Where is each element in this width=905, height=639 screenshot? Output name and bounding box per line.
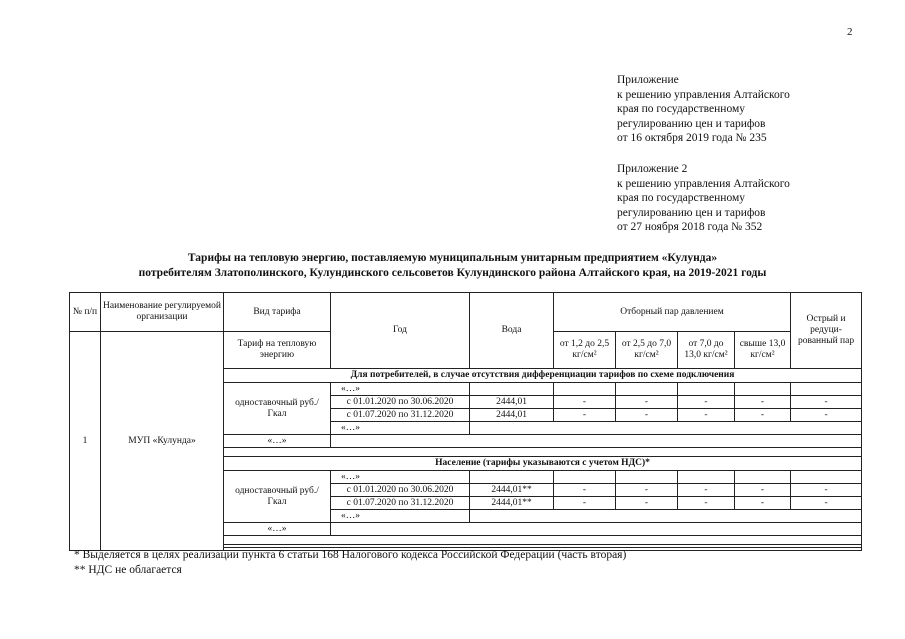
org-name: МУП «Кулунда» <box>101 332 224 551</box>
appendix-1 <box>617 73 790 146</box>
appendix-2-line: от 27 ноября 2018 года № 352 <box>617 221 763 233</box>
dash-cell: - <box>735 396 791 409</box>
dash-cell: - <box>678 396 735 409</box>
title-line-1: Тарифы на тепловую энергию, поставляемую муниципальным унитарным предприятием «Кулунда» <box>187 252 718 264</box>
dash-cell: - <box>678 484 735 497</box>
period-cell: с 01.07.2020 по 31.12.2020 <box>331 409 470 422</box>
dash-cell: - <box>735 409 791 422</box>
title-line-2: потребителям Златополинского, Кулундинского сельсоветов Кулундинского района Алтайского края, на 2019-2021 годы <box>138 267 767 279</box>
section-1-title: Для потребителей, в случае отсутствия дифференциации тарифов по схеме подключения <box>224 369 862 383</box>
dash-cell: - <box>791 409 862 422</box>
appendix-2-line: края по государственному <box>617 192 745 204</box>
header-tariff-type: Вид тарифа <box>224 293 331 332</box>
empty-cell <box>791 471 862 484</box>
empty-cell <box>554 383 616 396</box>
appendix-2-line: регулированию цен и тарифов <box>617 206 766 219</box>
section-2-title: Население (тарифы указываются с учетом НДС)* <box>224 457 862 471</box>
dash-cell: - <box>616 497 678 510</box>
section-1-tariff-label: одноставочный руб./Гкал <box>224 383 331 435</box>
page-number: 2 <box>847 26 853 38</box>
dash-cell: - <box>791 396 862 409</box>
water-value: 2444,01 <box>470 409 554 422</box>
empty-cell <box>616 471 678 484</box>
dash-cell: - <box>791 484 862 497</box>
spacer-row <box>224 448 862 457</box>
period-cell: с 01.01.2020 по 30.06.2020 <box>331 396 470 409</box>
empty-cell <box>554 471 616 484</box>
ellipsis-cell: «…» <box>224 435 331 448</box>
appendix-2 <box>617 162 790 235</box>
appendix-1-line: края по государственному <box>617 103 745 115</box>
header-water: Вода <box>470 293 554 369</box>
header-year: Год <box>331 293 470 369</box>
ellipsis-cell: «…» <box>224 523 331 536</box>
document-title <box>0 251 905 281</box>
empty-cell <box>678 383 735 396</box>
appendix-1-line: Приложение <box>617 74 679 86</box>
footnote-1: * Выделяется в целях реализации пункта 6 статьи 168 Налогового кодекса Российской Федерации (часть вторая) <box>74 549 627 561</box>
empty-cell <box>678 471 735 484</box>
empty-cell <box>470 510 862 523</box>
water-value: 2444,01** <box>470 484 554 497</box>
header-steam-col-1: от 1,2 до 2,5 кг/см² <box>554 332 616 369</box>
dash-cell: - <box>616 409 678 422</box>
ellipsis-cell: «…» <box>331 510 470 523</box>
appendix-2-line: Приложение 2 <box>617 163 688 175</box>
empty-cell <box>735 383 791 396</box>
appendix-1-line: от 16 октября 2019 года № 235 <box>617 132 767 144</box>
header-steam-col-3: от 7,0 до 13,0 кг/см² <box>678 332 735 369</box>
dash-cell: - <box>554 396 616 409</box>
ellipsis-cell: «…» <box>331 471 470 484</box>
dash-cell: - <box>554 484 616 497</box>
empty-cell <box>470 471 554 484</box>
ellipsis-cell: «…» <box>331 422 470 435</box>
spacer-row <box>224 536 862 545</box>
dash-cell: - <box>616 396 678 409</box>
header-steam-col-2: от 2,5 до 7,0 кг/см² <box>616 332 678 369</box>
dash-cell: - <box>791 497 862 510</box>
empty-cell <box>331 435 862 448</box>
header-tariff-heat: Тариф на тепловую энергию <box>224 332 331 369</box>
dash-cell: - <box>678 497 735 510</box>
header-sharp-steam: Острый и редуци-рованный пар <box>791 293 862 369</box>
header-org: Наименование регулируемой организации <box>101 293 224 332</box>
dash-cell: - <box>554 497 616 510</box>
row-number: 1 <box>70 332 101 551</box>
ellipsis-cell: «…» <box>331 383 470 396</box>
empty-cell <box>331 523 862 536</box>
water-value: 2444,01** <box>470 497 554 510</box>
dash-cell: - <box>554 409 616 422</box>
period-cell: с 01.07.2020 по 31.12.2020 <box>331 497 470 510</box>
period-cell: с 01.01.2020 по 30.06.2020 <box>331 484 470 497</box>
footnotes <box>74 548 626 578</box>
appendix-1-line: к решению управления Алтайского <box>617 88 790 101</box>
header-num: № п/п <box>70 293 101 332</box>
dash-cell: - <box>735 484 791 497</box>
empty-cell <box>616 383 678 396</box>
empty-cell <box>470 383 554 396</box>
tariff-table <box>69 292 862 551</box>
empty-cell <box>470 422 862 435</box>
appendix-1-line: регулированию цен и тарифов <box>617 117 766 130</box>
footnote-2: ** НДС не облагается <box>74 564 182 576</box>
dash-cell: - <box>735 497 791 510</box>
dash-cell: - <box>616 484 678 497</box>
dash-cell: - <box>678 409 735 422</box>
empty-cell <box>791 383 862 396</box>
header-steam-col-4: свыше 13,0 кг/см² <box>735 332 791 369</box>
water-value: 2444,01 <box>470 396 554 409</box>
empty-cell <box>735 471 791 484</box>
header-steam: Отборный пар давлением <box>554 293 791 332</box>
appendix-2-line: к решению управления Алтайского <box>617 177 790 190</box>
section-2-tariff-label: одноставочный руб./Гкал <box>224 471 331 523</box>
